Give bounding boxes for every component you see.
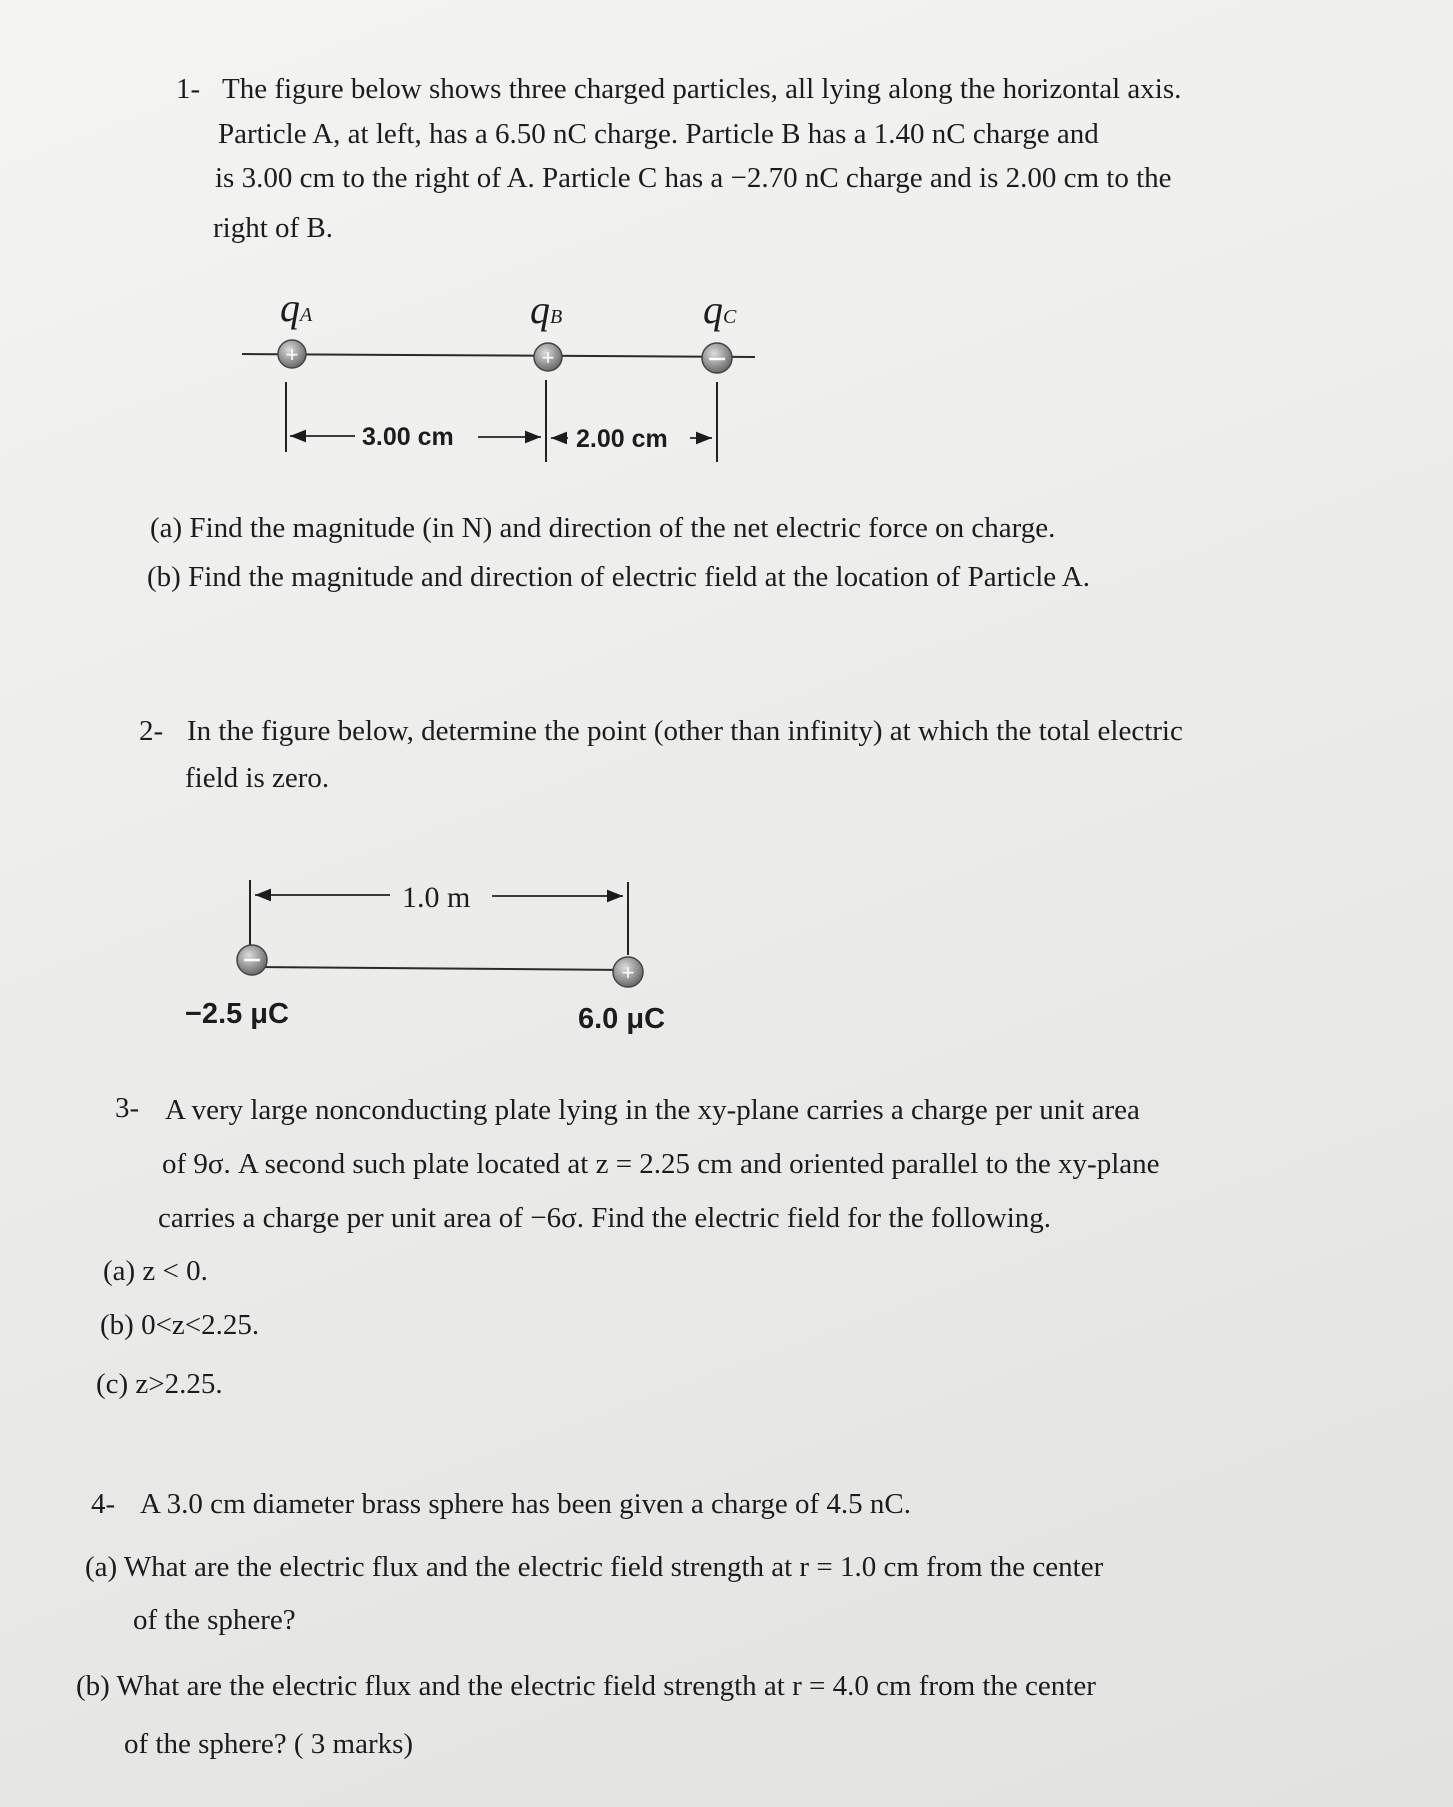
problem3-part-c: (c) z>2.25.	[96, 1368, 223, 1400]
problem4-part-b-line2: of the sphere? ( 3 marks)	[124, 1728, 414, 1760]
svg-text:+: +	[621, 960, 635, 985]
negative-charge-particle	[237, 945, 267, 975]
problem4-number: 4-	[91, 1488, 116, 1520]
charge-a-subscript: A	[300, 304, 313, 326]
problem1-part-a: (a) Find the magnitude (in N) and direction of the net electric force on charge.	[150, 512, 1056, 544]
distance-ab-label: 3.00 cm	[362, 423, 454, 451]
problem1-line3: is 3.00 cm to the right of A. Particle C has a −2.70 nC charge and is 2.00 cm to the	[215, 162, 1172, 194]
problem2-line1: In the figure below, determine the point (other than infinity) at which the total electric	[187, 715, 1183, 747]
negative-charge-label: −2.5 μC	[185, 998, 289, 1030]
positive-charge-particle	[613, 957, 643, 987]
problem3-number: 3-	[115, 1092, 140, 1124]
problem1-line2: Particle A, at left, has a 6.50 nC charge. Particle B has a 1.40 nC charge and	[218, 118, 1099, 150]
problem3-part-a: (a) z < 0.	[103, 1255, 208, 1287]
problem3-line2: of 9σ. A second such plate located at z = 2.25 cm and oriented parallel to the xy-plane	[162, 1148, 1160, 1180]
problem4-part-b-line1: (b) What are the electric flux and the electric field strength at r = 4.0 cm from the center	[76, 1670, 1096, 1702]
charge-c-subscript: C	[723, 306, 737, 328]
charge-a-symbol: q	[280, 285, 300, 330]
problem1-part-b: (b) Find the magnitude and direction of electric field at the location of Particle A.	[147, 561, 1090, 593]
problem2-line2: field is zero.	[185, 762, 330, 794]
problem3-line1: A very large nonconducting plate lying in the xy-plane carries a charge per unit area	[165, 1094, 1140, 1126]
svg-text:+: +	[541, 345, 555, 370]
charge-b-subscript: B	[550, 306, 563, 328]
charge-b-symbol: q	[530, 287, 550, 332]
problem3-part-b: (b) 0<z<2.25.	[100, 1309, 260, 1341]
problem2-distance-label: 1.0 m	[402, 881, 471, 914]
svg-text:+: +	[285, 342, 299, 367]
problem1-number: 1-	[176, 73, 201, 105]
problem4-line1: A 3.0 cm diameter brass sphere has been given a charge of 4.5 nC.	[140, 1488, 911, 1520]
problem2-number: 2-	[139, 715, 164, 747]
positive-charge-label: 6.0 μC	[578, 1003, 666, 1035]
problem2-axis-line	[250, 967, 628, 970]
problem4-part-a-line1: (a) What are the electric flux and the electric field strength at r = 1.0 cm from the center	[85, 1551, 1104, 1583]
distance-bc-label: 2.00 cm	[576, 425, 668, 453]
problem1-line4: right of B.	[213, 212, 334, 244]
charge-c-symbol: q	[703, 287, 723, 332]
problem1-line1: The figure below shows three charged particles, all lying along the horizontal axis.	[222, 73, 1182, 105]
problem4-part-a-line2: of the sphere?	[133, 1604, 296, 1636]
problem3-line3: carries a charge per unit area of −6σ. Find the electric field for the following.	[158, 1202, 1052, 1234]
